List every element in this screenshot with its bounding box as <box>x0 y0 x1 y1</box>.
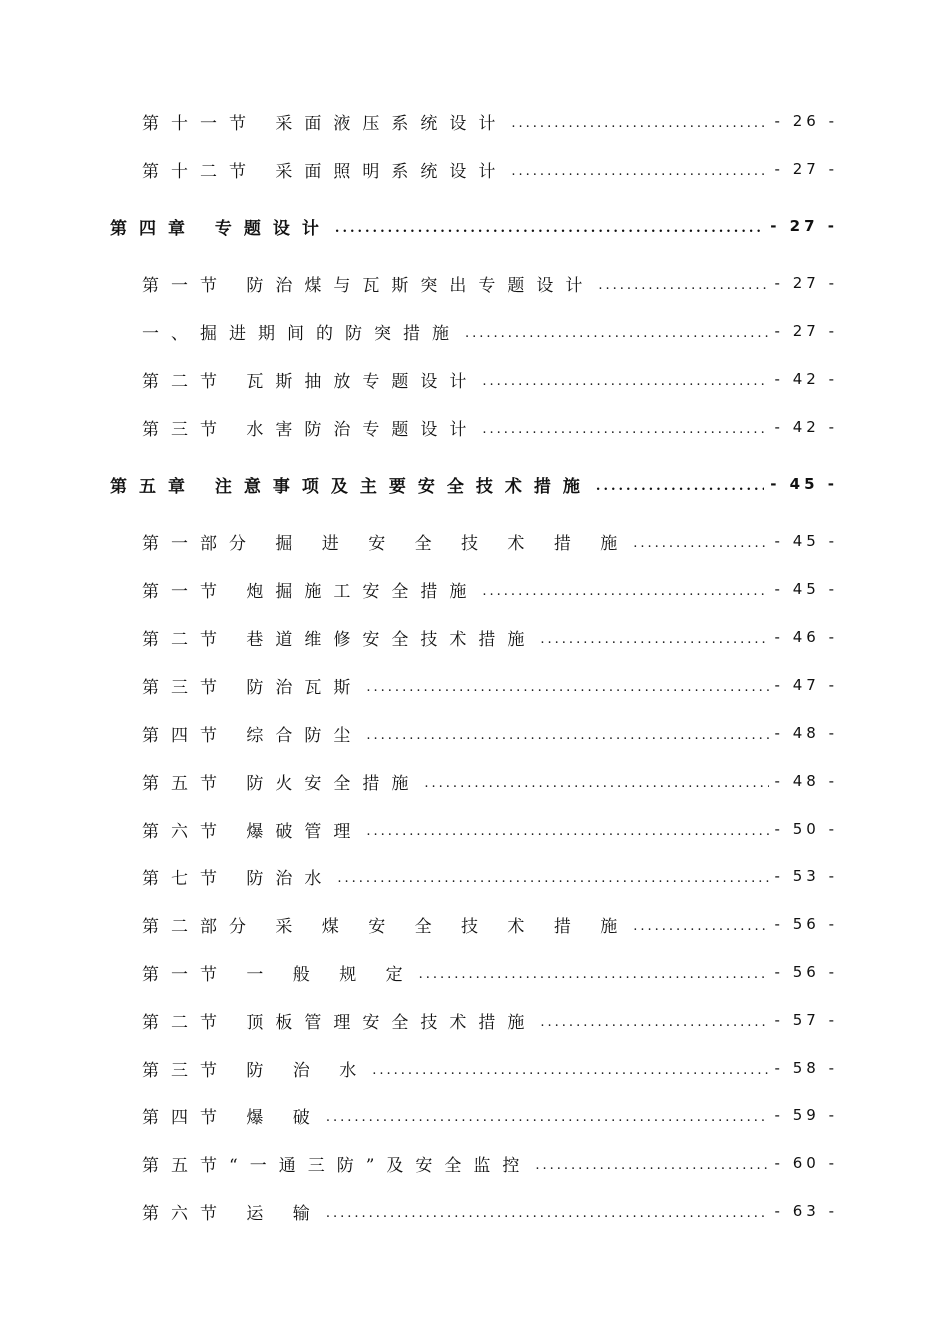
toc-entry-page: - 45 - <box>770 475 838 493</box>
toc-entry-title: 第二节 顶板管理安全技术措施 <box>142 1012 537 1033</box>
toc-entry[interactable] <box>142 528 838 554</box>
toc-dot-leader <box>335 217 764 236</box>
toc-entry[interactable] <box>142 720 838 746</box>
toc-entry-page: - 48 - <box>774 772 838 790</box>
toc-dot-leader <box>540 628 768 647</box>
toc-chapter-entry[interactable] <box>110 213 838 239</box>
toc-dot-leader <box>366 724 768 743</box>
toc-dot-leader <box>482 580 768 599</box>
toc-dot-leader <box>465 322 769 341</box>
toc-entry-page: - 46 - <box>774 628 838 646</box>
toc-entry[interactable] <box>142 959 838 985</box>
toc-dot-leader <box>540 1011 768 1030</box>
toc-chapter-entry[interactable] <box>110 471 838 497</box>
toc-entry-title: 第七节 防治水 <box>142 868 334 889</box>
toc-entry-title: 一、掘进期间的防突措施 <box>142 323 461 344</box>
toc-dot-leader <box>482 418 768 437</box>
toc-entry-page: - 42 - <box>774 370 838 388</box>
toc-entry[interactable] <box>142 768 838 794</box>
toc-entry-title: 第四节 爆 破 <box>142 1107 322 1128</box>
toc-dot-leader <box>598 274 768 293</box>
toc-entry-page: - 45 - <box>774 532 838 550</box>
toc-dot-leader <box>511 160 768 179</box>
toc-entry-page: - 63 - <box>774 1202 838 1220</box>
toc-dot-leader <box>482 370 768 389</box>
toc-entry[interactable] <box>142 414 838 440</box>
toc-entry[interactable] <box>142 156 838 182</box>
toc-entry-page: - 53 - <box>774 867 838 885</box>
toc-entry-title: 第二节 巷道维修安全技术措施 <box>142 629 537 650</box>
toc-dot-leader <box>337 867 768 886</box>
toc-dot-leader <box>535 1154 768 1173</box>
toc-entry-page: - 27 - <box>774 322 838 340</box>
toc-entry-title: 第一节 防治煤与瓦斯突出专题设计 <box>142 275 595 296</box>
toc-entry[interactable] <box>142 863 838 889</box>
toc-entry-title: 第五节“一通三防”及安全监控 <box>142 1155 532 1176</box>
toc-dot-leader <box>366 676 768 695</box>
toc-dot-leader <box>596 475 764 494</box>
toc-dot-leader <box>326 1106 769 1125</box>
toc-dot-leader <box>419 963 769 982</box>
toc-entry-page: - 45 - <box>774 580 838 598</box>
toc-entry-title: 第一节 炮掘施工安全措施 <box>142 581 479 602</box>
toc-entry[interactable] <box>142 270 838 296</box>
toc-entry-title: 第一节 一 般 规 定 <box>142 964 415 985</box>
toc-entry-page: - 26 - <box>774 112 838 130</box>
toc-entry-title: 第四章 专题设计 <box>110 218 331 239</box>
toc-dot-leader <box>633 532 768 551</box>
toc-entry[interactable] <box>142 1055 838 1081</box>
toc-entry-page: - 60 - <box>774 1154 838 1172</box>
toc-entry-page: - 57 - <box>774 1011 838 1029</box>
toc-entry[interactable] <box>142 1007 838 1033</box>
toc-entry[interactable] <box>142 366 838 392</box>
toc-entry[interactable] <box>142 816 838 842</box>
toc-entry[interactable] <box>142 1102 838 1128</box>
toc-entry-title: 第五章 注意事项及主要安全技术措施 <box>110 476 592 497</box>
toc-entry[interactable] <box>142 1150 838 1176</box>
toc-entry-title: 第三节 防治瓦斯 <box>142 677 363 698</box>
toc-entry-title: 第四节 综合防尘 <box>142 725 363 746</box>
toc-entry-title: 第二部分 采 煤 安 全 技 术 措 施 <box>142 916 630 937</box>
toc-entry-page: - 56 - <box>774 963 838 981</box>
toc-entry-title: 第三节 防 治 水 <box>142 1060 369 1081</box>
toc-entry-title: 第六节 爆破管理 <box>142 821 363 842</box>
toc-dot-leader <box>424 772 768 791</box>
toc-dot-leader <box>372 1059 768 1078</box>
toc-entry-title: 第二节 瓦斯抽放专题设计 <box>142 371 479 392</box>
toc-entry[interactable] <box>142 672 838 698</box>
toc-entry-title: 第三节 水害防治专题设计 <box>142 419 479 440</box>
toc-entry[interactable] <box>142 911 838 937</box>
toc-entry[interactable] <box>142 624 838 650</box>
toc-entry[interactable] <box>142 108 838 134</box>
toc-entry-page: - 47 - <box>774 676 838 694</box>
toc-entry-page: - 48 - <box>774 724 838 742</box>
toc-entry-title: 第五节 防火安全措施 <box>142 773 421 794</box>
toc-entry-page: - 27 - <box>774 160 838 178</box>
toc-entry[interactable] <box>142 318 838 344</box>
toc-dot-leader <box>366 820 768 839</box>
toc-entry-page: - 56 - <box>774 915 838 933</box>
toc-entry-page: - 50 - <box>774 820 838 838</box>
toc-entry-title: 第一部分 掘 进 安 全 技 术 措 施 <box>142 533 630 554</box>
toc-dot-leader <box>326 1202 769 1221</box>
toc-dot-leader <box>511 112 768 131</box>
toc-entry-page: - 27 - <box>774 274 838 292</box>
toc-entry[interactable] <box>142 576 838 602</box>
toc-entry-page: - 42 - <box>774 418 838 436</box>
toc-entry-page: - 27 - <box>770 217 838 235</box>
toc-entry-page: - 59 - <box>774 1106 838 1124</box>
toc-entry-title: 第六节 运 输 <box>142 1203 322 1224</box>
toc-entry-title: 第十一节 采面液压系统设计 <box>142 113 508 134</box>
toc-entry[interactable] <box>142 1198 838 1224</box>
toc-dot-leader <box>633 915 768 934</box>
toc-entry-page: - 58 - <box>774 1059 838 1077</box>
toc-entry-title: 第十二节 采面照明系统设计 <box>142 161 508 182</box>
